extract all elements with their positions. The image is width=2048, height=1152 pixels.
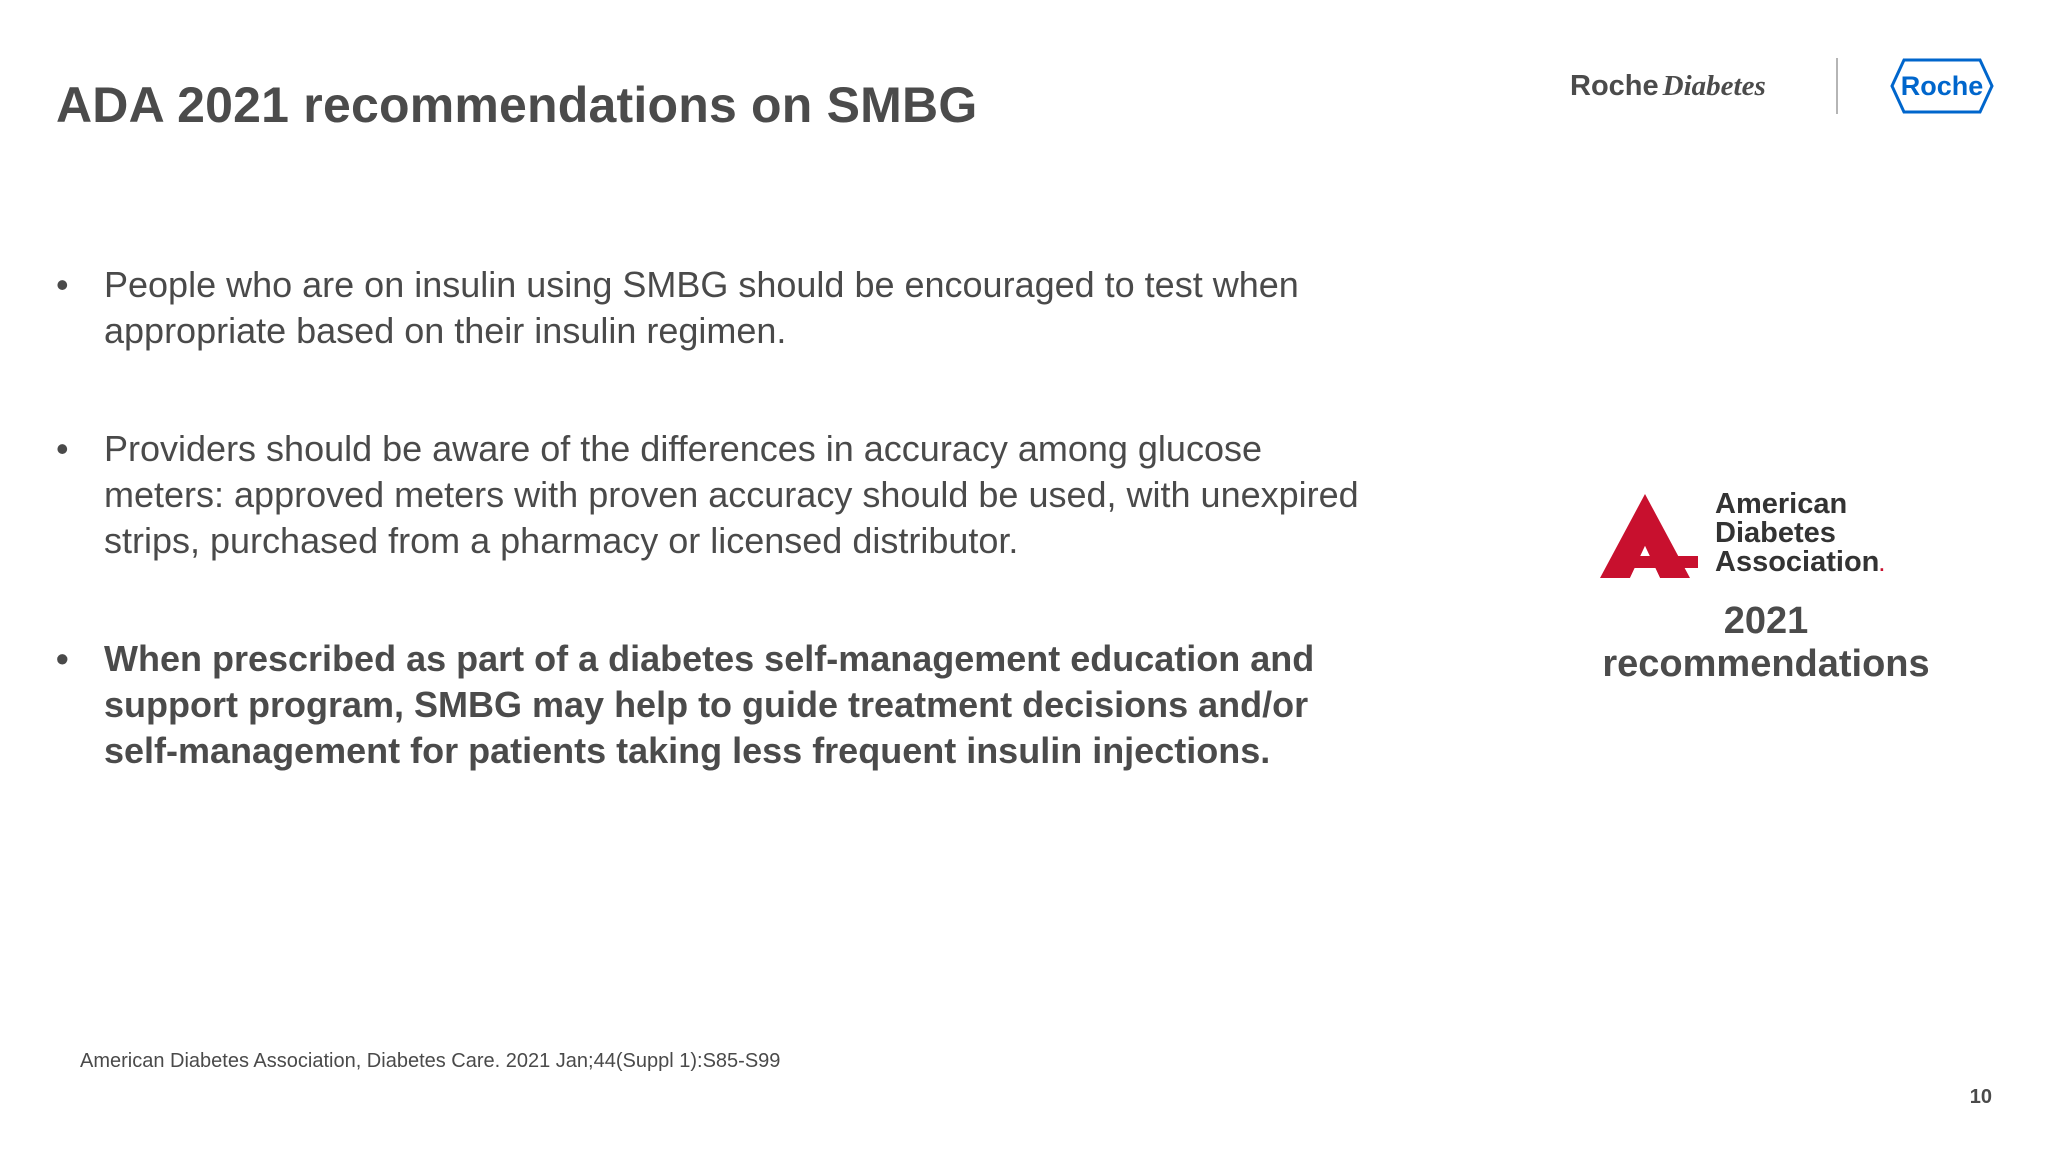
brand-header (1570, 58, 1984, 114)
ada-logo-line: Association (1715, 546, 1880, 578)
roche-hexagon-logo (1890, 58, 1994, 114)
ada-logo (1600, 490, 1910, 582)
citation: American Diabetes Association, Diabetes Care. 2021 Jan;44(Suppl 1):S85-S99 (80, 1050, 781, 1072)
roche-diabetes-wordmark: Roche Diabetes (1570, 69, 1766, 102)
ada-triangle-icon (1600, 494, 1710, 578)
brand-divider (1836, 58, 1838, 114)
ada-caption: 2021 recommendations (1602, 600, 1930, 685)
ada-logo-line: American (1715, 488, 1848, 520)
page-number: 10 (1969, 1086, 1992, 1108)
bullet-item: • People who are on insulin using SMBG should be encouraged to test when appropriate based on their insulin regimen. (56, 262, 1386, 354)
slide-title: ADA 2021 recommendations on SMBG (56, 77, 978, 133)
roche-hexagon-label: Roche (1900, 71, 1984, 101)
bullet-item-bold: • When prescribed as part of a diabetes self-management education and support program, SMBG may help to guide treatment decisions and/or self-management for patients taking less frequent insulin injections. (56, 636, 1386, 774)
recommendation-list (56, 262, 1386, 774)
ada-dot-mark: . (1879, 555, 1885, 575)
ada-logo-text (1715, 490, 1884, 580)
ada-logo-line: Diabetes (1715, 517, 1836, 549)
bullet-item: • Providers should be aware of the differences in accuracy among glucose meters: approved meters with proven accuracy should be used, with unexpired strips, purchased from a pharmacy or licensed distributor. (56, 426, 1386, 564)
